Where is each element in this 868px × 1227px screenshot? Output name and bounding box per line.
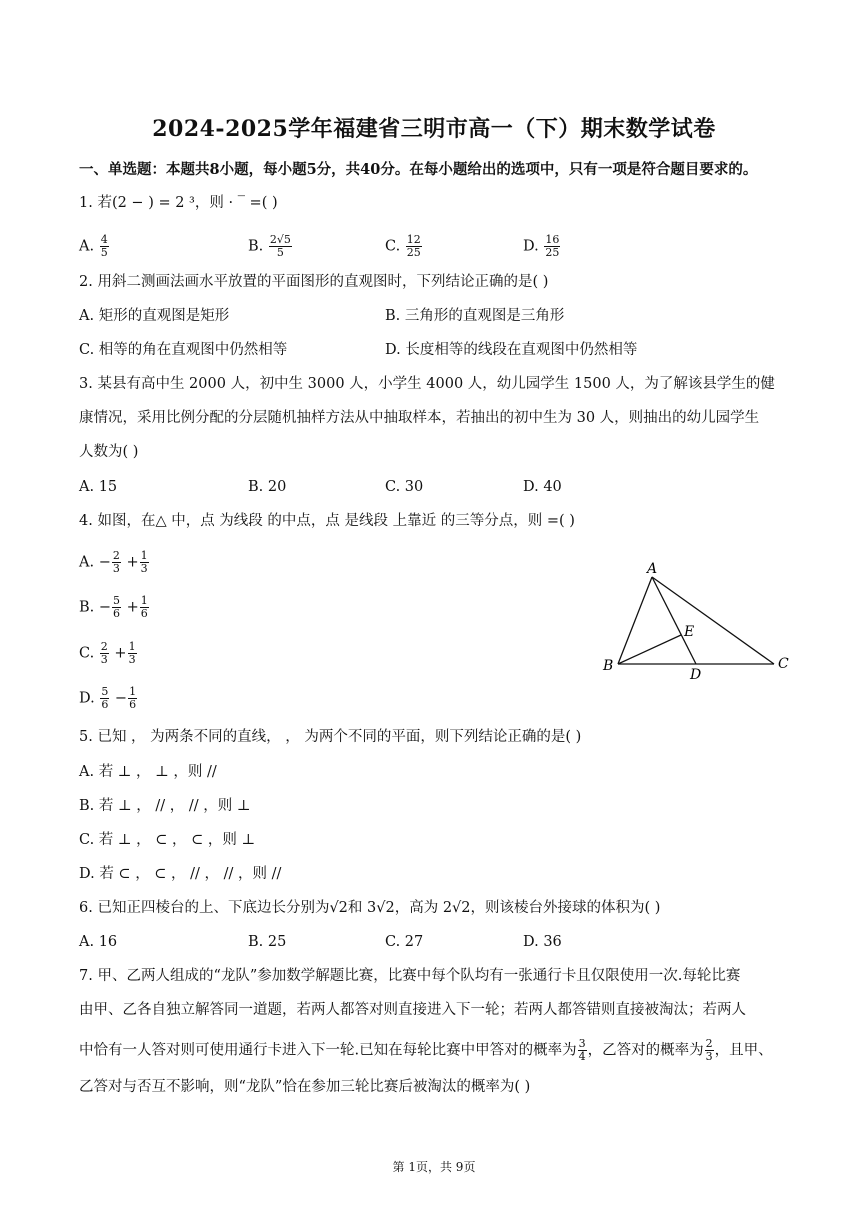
option-label: B. bbox=[248, 238, 268, 255]
question-5-option-d: D. 若 ⊂ ， ⊂ ， // ， // ，则 // bbox=[79, 866, 282, 882]
question-4-option-d bbox=[79, 686, 138, 711]
numerator: 2 bbox=[112, 549, 120, 562]
question-3-option-c: C. 30 bbox=[385, 479, 424, 495]
question-3-line-3: 人数为( ) bbox=[79, 444, 139, 460]
numerator: 5 bbox=[101, 685, 109, 698]
fraction bbox=[578, 1038, 587, 1063]
numerator: 16 bbox=[545, 233, 560, 246]
section-heading: 一、单选题：本题共8小题，每小题5分，共40分。在每小题给出的选项中，只有一项是符合题目要求的。 bbox=[79, 161, 758, 178]
question-2-option-a: A. 矩形的直观图是矩形 bbox=[79, 308, 230, 324]
question-5-option-b: B. 若 ⊥ ， // ， // ，则 ⊥ bbox=[79, 798, 251, 814]
denominator: 25 bbox=[406, 246, 421, 259]
denominator: 3 bbox=[705, 1050, 713, 1063]
denominator: 3 bbox=[128, 653, 136, 666]
numerator: 1 bbox=[140, 594, 148, 607]
question-1-option-c bbox=[385, 234, 423, 259]
question-1-stem: 1. 若(2 − ) = 2 ³，则 · ‾ =( ) bbox=[79, 195, 278, 211]
option-label: D. bbox=[79, 690, 100, 707]
operator: + bbox=[122, 599, 139, 616]
question-1-option-a bbox=[79, 234, 110, 259]
triangle-figure bbox=[595, 560, 800, 685]
fraction bbox=[100, 641, 109, 666]
question-5-stem: 5. 已知 ， 为两条不同的直线， ， 为两个不同的平面，则下列结论正确的是( ) bbox=[79, 729, 582, 745]
question-1-option-b bbox=[248, 234, 293, 259]
point-c-label: C bbox=[778, 656, 789, 672]
segment-ac bbox=[652, 577, 774, 664]
fraction bbox=[100, 234, 109, 259]
question-6-option-c: C. 27 bbox=[385, 934, 424, 950]
point-d-label: D bbox=[690, 667, 702, 683]
page-footer: 第 1页，共 9页 bbox=[392, 1160, 476, 1174]
question-7-line-4: 乙答对与否互不影响，则“龙队”恰在参加三轮比赛后被淘汰的概率为( ) bbox=[79, 1079, 531, 1095]
fraction bbox=[544, 234, 560, 259]
fraction bbox=[140, 595, 149, 620]
numerator: 5 bbox=[113, 594, 121, 607]
text-segment: ，乙答对的概率为 bbox=[587, 1042, 704, 1059]
question-1-option-d bbox=[523, 234, 561, 259]
operator: + bbox=[121, 554, 139, 571]
question-4-option-c bbox=[79, 641, 138, 666]
fraction bbox=[112, 595, 121, 620]
denominator: 6 bbox=[129, 698, 137, 711]
question-2-option-b: B. 三角形的直观图是三角形 bbox=[385, 308, 565, 324]
fraction bbox=[406, 234, 422, 259]
question-3-line-2: 康情况，采用比例分配的分层随机抽样方法从中抽取样本，若抽出的初中生为 30 人，则抽出的幼儿园学生 bbox=[79, 410, 760, 426]
question-2-stem: 2. 用斜二测画法画水平放置的平面图形的直观图时，下列结论正确的是( ) bbox=[79, 274, 549, 290]
numerator: 3 bbox=[578, 1037, 586, 1050]
question-7-line-1: 7. 甲、乙两人组成的“龙队”参加数学解题比赛，比赛中每个队均有一张通行卡且仅限使用一次.每轮比赛 bbox=[79, 968, 741, 984]
denominator: 4 bbox=[578, 1050, 586, 1063]
numerator: 4 bbox=[100, 233, 108, 246]
numerator: 2 bbox=[100, 640, 108, 653]
fraction bbox=[705, 1038, 714, 1063]
point-b-label: B bbox=[603, 658, 614, 674]
denominator: 25 bbox=[545, 246, 560, 259]
denominator: 5 bbox=[100, 246, 108, 259]
option-label: A. bbox=[79, 238, 99, 255]
question-4-stem: 4. 如图，在△ 中，点 为线段 的中点，点 是线段 上靠近 的三等分点，则 =( ) bbox=[79, 513, 575, 529]
question-6-stem: 6. 已知正四棱台的上、下底边长分别为√2和 3√2，高为 2√2，则该棱台外接球的体积为( ) bbox=[79, 900, 661, 916]
numerator: 12 bbox=[406, 233, 421, 246]
option-label: D. bbox=[523, 238, 544, 255]
option-label: B. − bbox=[79, 599, 112, 616]
question-5-option-c: C. 若 ⊥ ， ⊂ ， ⊂ ，则 ⊥ bbox=[79, 832, 256, 848]
operator: + bbox=[109, 645, 127, 662]
question-2-option-d: D. 长度相等的线段在直观图中仍然相等 bbox=[385, 342, 638, 358]
numerator: 2 bbox=[705, 1037, 713, 1050]
fraction bbox=[128, 641, 137, 666]
page-title: 2024-2025学年福建省三明市高一（下）期末数学试卷 bbox=[152, 116, 716, 142]
question-3-option-d: D. 40 bbox=[523, 479, 562, 495]
question-3-option-b: B. 20 bbox=[248, 479, 287, 495]
option-label: C. bbox=[385, 238, 405, 255]
fraction bbox=[112, 550, 121, 575]
numerator: 2√5 bbox=[269, 233, 291, 246]
numerator: 1 bbox=[140, 549, 148, 562]
fraction bbox=[269, 234, 292, 259]
denominator: 6 bbox=[113, 607, 121, 620]
option-label: C. bbox=[79, 645, 99, 662]
question-7-line-2: 由甲、乙各自独立解答同一道题，若两人都答对则直接进入下一轮；若两人都答错则直接被淘汰；若两人 bbox=[79, 1002, 746, 1018]
numerator: 1 bbox=[129, 685, 137, 698]
question-6-option-b: B. 25 bbox=[248, 934, 287, 950]
question-3-option-a: A. 15 bbox=[79, 479, 118, 495]
question-4-option-a bbox=[79, 550, 150, 575]
fraction bbox=[128, 686, 137, 711]
question-4-option-b bbox=[79, 595, 150, 620]
numerator: 1 bbox=[128, 640, 136, 653]
denominator: 3 bbox=[140, 562, 148, 575]
text-segment: 中恰有一人答对则可使用通行卡进入下一轮.已知在每轮比赛中甲答对的概率为 bbox=[79, 1042, 577, 1059]
fraction bbox=[140, 550, 149, 575]
operator: − bbox=[110, 690, 128, 707]
option-label: A. − bbox=[79, 554, 111, 571]
question-3-line-1: 3. 某县有高中生 2000 人，初中生 3000 人，小学生 4000 人，幼儿园学生 1500 人，为了解该县学生的健 bbox=[79, 376, 775, 392]
question-7-line-3 bbox=[79, 1038, 773, 1063]
question-6-option-a: A. 16 bbox=[79, 934, 118, 950]
text-segment: ，且甲、 bbox=[714, 1042, 773, 1059]
fraction bbox=[100, 686, 109, 711]
denominator: 5 bbox=[276, 246, 284, 259]
segment-ad bbox=[652, 577, 696, 664]
denominator: 6 bbox=[101, 698, 109, 711]
point-e-label: E bbox=[684, 624, 695, 640]
point-a-label: A bbox=[647, 561, 658, 577]
question-6-option-d: D. 36 bbox=[523, 934, 562, 950]
question-2-option-c: C. 相等的角在直观图中仍然相等 bbox=[79, 342, 288, 358]
denominator: 3 bbox=[112, 562, 120, 575]
denominator: 6 bbox=[140, 607, 148, 620]
question-5-option-a: A. 若 ⊥ ， ⊥ ，则 // bbox=[79, 764, 217, 780]
denominator: 3 bbox=[100, 653, 108, 666]
